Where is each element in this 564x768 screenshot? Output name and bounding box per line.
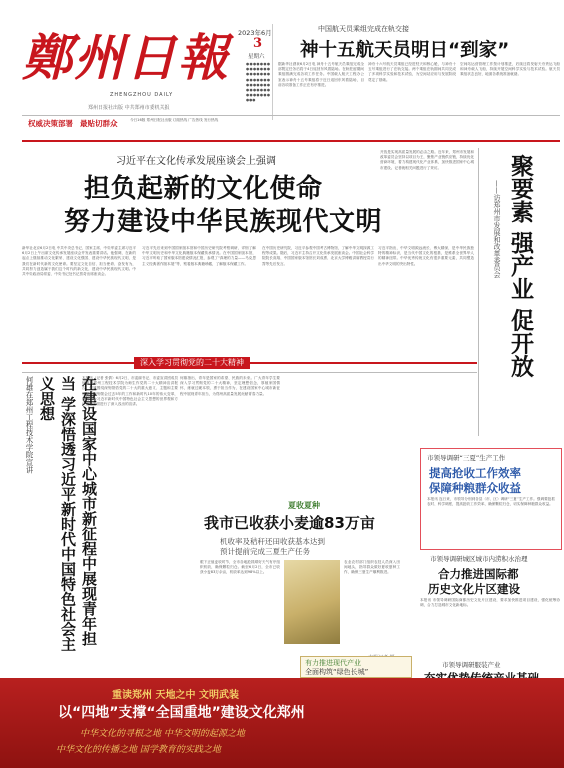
mid-right-box-kicker: 市领导调研“三夏”生产工作: [427, 454, 506, 462]
newspaper-front-page: 鄭州日報 ZHENGZHOU DAILY 郑州日报社出版 中共郑州市委机关报 2023年6月 3 星期六 ●●●●●●●●●●●●●●●●●●●●●●●●●●●●●●●●●●●●●●●●●●●●●●●●●●●● 中国航天员乘组完成在轨交接 神十五航天员明日“到家” 据新华社酒泉6月2日电 神舟十五号航天员乘组完成全部既定任务后将于4日返回东风着陆场。在轨驻留期间乘组圆满完成各项工作任务。中国载人航天工程办公室表示神舟十五号乘组将于近日返回东风着陆场，目前各项准备工作正在有序推进。 神舟十六号航天员乘组已经进驻天和核心舱，与神舟十五号乘组进行了在轨交接。两个乘组在轨期间共同完成了多项科学实验和技术试验，为空间站应用与发展阶段奠定了基础。 空间站运营管理工作按计划推进，后续还将发射天舟货运飞船和神舟载人飞船，持续开展空间科学实验与技术试验。航天员乘组状态良好，地面各系统准备就绪。 权威决策部署 最贴切群众 今日16版 郑州日报社出版 订阅热线 广告热线 发行热线 习近平在文化传承发展座谈会上强调 担负起新的文化使命 努力建设中华民族现代文明 新华社北京6月2日电 中共中央总书记、国家主席、中央军委主席习近平6月2日上午出席文化传承发展座谈会并发表重要讲话。他强调，在新的起点上继续推动文化繁荣、建设文化强国、建设中华民族现代文明，是我们在新时代新的文化使命。要坚定文化自信、担当使命、奋发有为，共同努力创造属于我们这个时代的新文化，建设中华民族现代文明。中共中央政治局常委、中央书记处书记蔡奇出席座谈会。 习近平先后来到中国国家版本馆和中国历史研究院考察调研，详细了解中华文明历史和中华文化典籍版本保藏传承情况。在中国国家版本馆，习近平听取了国家版本馆建设情况汇报，参观了“真理的力量——马克思主义经典著作版本展”等，察看版本典籍珍藏，了解版本保藏工作。 在中国历史研究院，习近平参观中国考古博物馆，了解中华文明探源工程等成果。随后，习近平主持召开文化传承发展座谈会。中国社会科学院院长高翔、中国国家版本馆馆长刘成勇、北京大学博雅讲席教授袁行霈等先后发言。 习近平指出，中华文明源远流长、博大精深，是中华民族独特的精神标识，是当代中国文化的根基，是维系全世界华人的精神纽带。中华优秀传统文化有很多重要元素，共同塑造出中华文明的突出特性。 深入学习贯彻党的二十大精神 聚要素 强产业 促开放 ——访郑州市发展和改革委员会 开放是实现高质量发展的必由之路。近年来，郑州市发展和改革委员会坚持以项目为王，聚焦产业链供应链，持续优化营商环境，着力构建现代化产业体系，加快推进国家中心城市建设。记者就相关问题进行了采访。 何雄在郑州工程技术学院宣讲 在建设国家中心城市新征程中展现青年担当 学深悟透习近平新时代中国特色社会主义思想 本报讯（记者 张倩）6月2日，市委副书记、市委宣讲团成员何雄到郑州工程技术学院为师生作党的二十大精神宣讲报告。何雄围绕深刻领悟党的二十大的重大意义、主题和主要成果，深刻领会过去5年的工作和新时代10年的伟大变革，深刻领会习近平新时代中国特色社会主义思想的世界观和方法论等方面进行了深入浅出的宣讲。 何雄指出，青年是国家的希望、民族的未来。广大青年学生要深入学习贯彻党的二十大精神，坚定理想信念，厚植家国情怀，练就过硬本领，勇于担当作为，在建设国家中心城市新征程中展现青年担当，为郑州高质量发展贡献青春力量。 夏收夏种 我市已收获小麦逾83万亩 机收率及秸秆还田收获基本达到 预计提前完成三夏生产任务 眼下正值麦收时节，全市各地抢抓晴好天气有序组织机收，确保颗粒归仓。截至6月2日，全市已收获小麦83万余亩，机收率达到98%以上。 农业农村部门组织农技人员深入田间地头，指导群众做好夏收夏种工作，确保三夏生产顺利推进。 有力推进现代产业 全面构筑“绿色长城” 市领导调研“三夏”生产工作 提高抢收工作效率 保障种粮群众收益 本报讯 连日来，市领导分别到各县（市、区）调研“三夏”生产工作。强调要抢抓农时、科学调度，提高抢收工作效率，确保颗粒归仓，切实保障种粮群众收益。 市领导调研城区城市内涝积水治理 合力推进国际都 历史文化片区建设 本报讯 市领导调研国际商都历史文化片区建设，要求加快推进项目建设，强化统筹协调，合力打造城市文化新地标。 市领导调研服装产业 重读郑州 天地之中 文明武装 以“四地”支撑“全国重地”建设文化郑州 中华文化的寻根之地 中华文明的起源之地 中华文化的传播之地 国学教育的实践之地: [0, 0, 564, 768]
right-lower-2-kicker: 有力推进现代产业: [305, 659, 361, 667]
right-vertical-sub: ——访郑州市发展和改革委员会: [493, 180, 501, 278]
right-lower-1-headline-2: 历史文化片区建设: [428, 582, 520, 596]
promo-right: 最贴切群众: [80, 119, 118, 128]
harvest-label: 夏收夏种: [288, 501, 320, 510]
section-banner-label: 深入学习贯彻党的二十大精神: [134, 357, 250, 369]
right-lower-2-headline: 全面构筑“绿色长城”: [305, 668, 369, 676]
left-vertical-kicker: 何雄在郑州工程技术学院宣讲: [25, 376, 34, 474]
mid-right-box-headline-2: 保障种粮群众收益: [429, 481, 521, 495]
lead-headline-2: 努力建设中华民族现代文明: [64, 207, 383, 237]
masthead-pinyin: ZHENGZHOU DAILY: [110, 92, 174, 98]
top-right-headline: 神十五航天员明日“到家”: [300, 40, 510, 61]
harvest-sub-1: 机收率及秸秆还田收获基本达到: [220, 537, 325, 546]
bottom-ad-line-1: 重读郑州 天地之中 文明武装: [112, 690, 239, 701]
bottom-ad-line-3: 中华文化的寻根之地 中华文明的起源之地: [80, 729, 245, 739]
promo-left: 权威决策部署: [28, 119, 73, 128]
section-banner: [22, 357, 477, 369]
mid-right-box-headline-1: 提高抢收工作效率: [429, 466, 521, 480]
mid-right-box: 市领导调研“三夏”生产工作 提高抢收工作效率 保障种粮群众收益 本报讯 连日来，市领导分别到各县（市、区）调研“三夏”生产工作。强调要抢抓农时、科学调度，提高抢收工作效率，确保颗粒归仓，切实保障种粮群众收益。: [420, 448, 562, 550]
bottom-ad-line-4: 中华文化的传播之地 国学教育的实践之地: [56, 745, 221, 755]
harvest-sub-2: 预计提前完成三夏生产任务: [220, 547, 310, 556]
masthead-day: 3: [253, 36, 263, 51]
harvest-headline: 我市已收获小麦逾83万亩: [204, 514, 375, 532]
lead-kicker: 习近平在文化传承发展座谈会上强调: [116, 156, 276, 167]
masthead-date: 2023年6月: [238, 29, 272, 37]
harvest-photo: [284, 560, 340, 644]
left-vertical-headline: 在建设国家中心城市新征程中展现青年担当 学深悟透习近平新时代中国特色社会主义思想: [38, 376, 98, 652]
right-lower-1-kicker: 市领导调研城区城市内涝积水治理: [430, 555, 528, 563]
right-lower-1-headline-1: 合力推进国际都: [438, 567, 519, 581]
masthead-sub-info: 郑州日报社出版 中共郑州市委机关报: [88, 105, 170, 111]
bottom-ad-banner: [0, 678, 564, 768]
masthead-week: 星期六: [248, 54, 265, 60]
bottom-ad-line-2: 以“四地”支撑“全国重地”建设文化郑州: [58, 705, 305, 721]
top-right-kicker: 中国航天员乘组完成在轨交接: [318, 25, 409, 33]
right-lower-3-kicker: 市领导调研服装产业: [442, 661, 501, 669]
lead-headline-1: 担负起新的文化使命: [84, 174, 323, 204]
right-vertical-headline: 聚要素 强产业 促开放: [507, 154, 533, 378]
right-lower-2-box: [300, 656, 412, 678]
masthead-title: 鄭州日報: [22, 28, 230, 87]
